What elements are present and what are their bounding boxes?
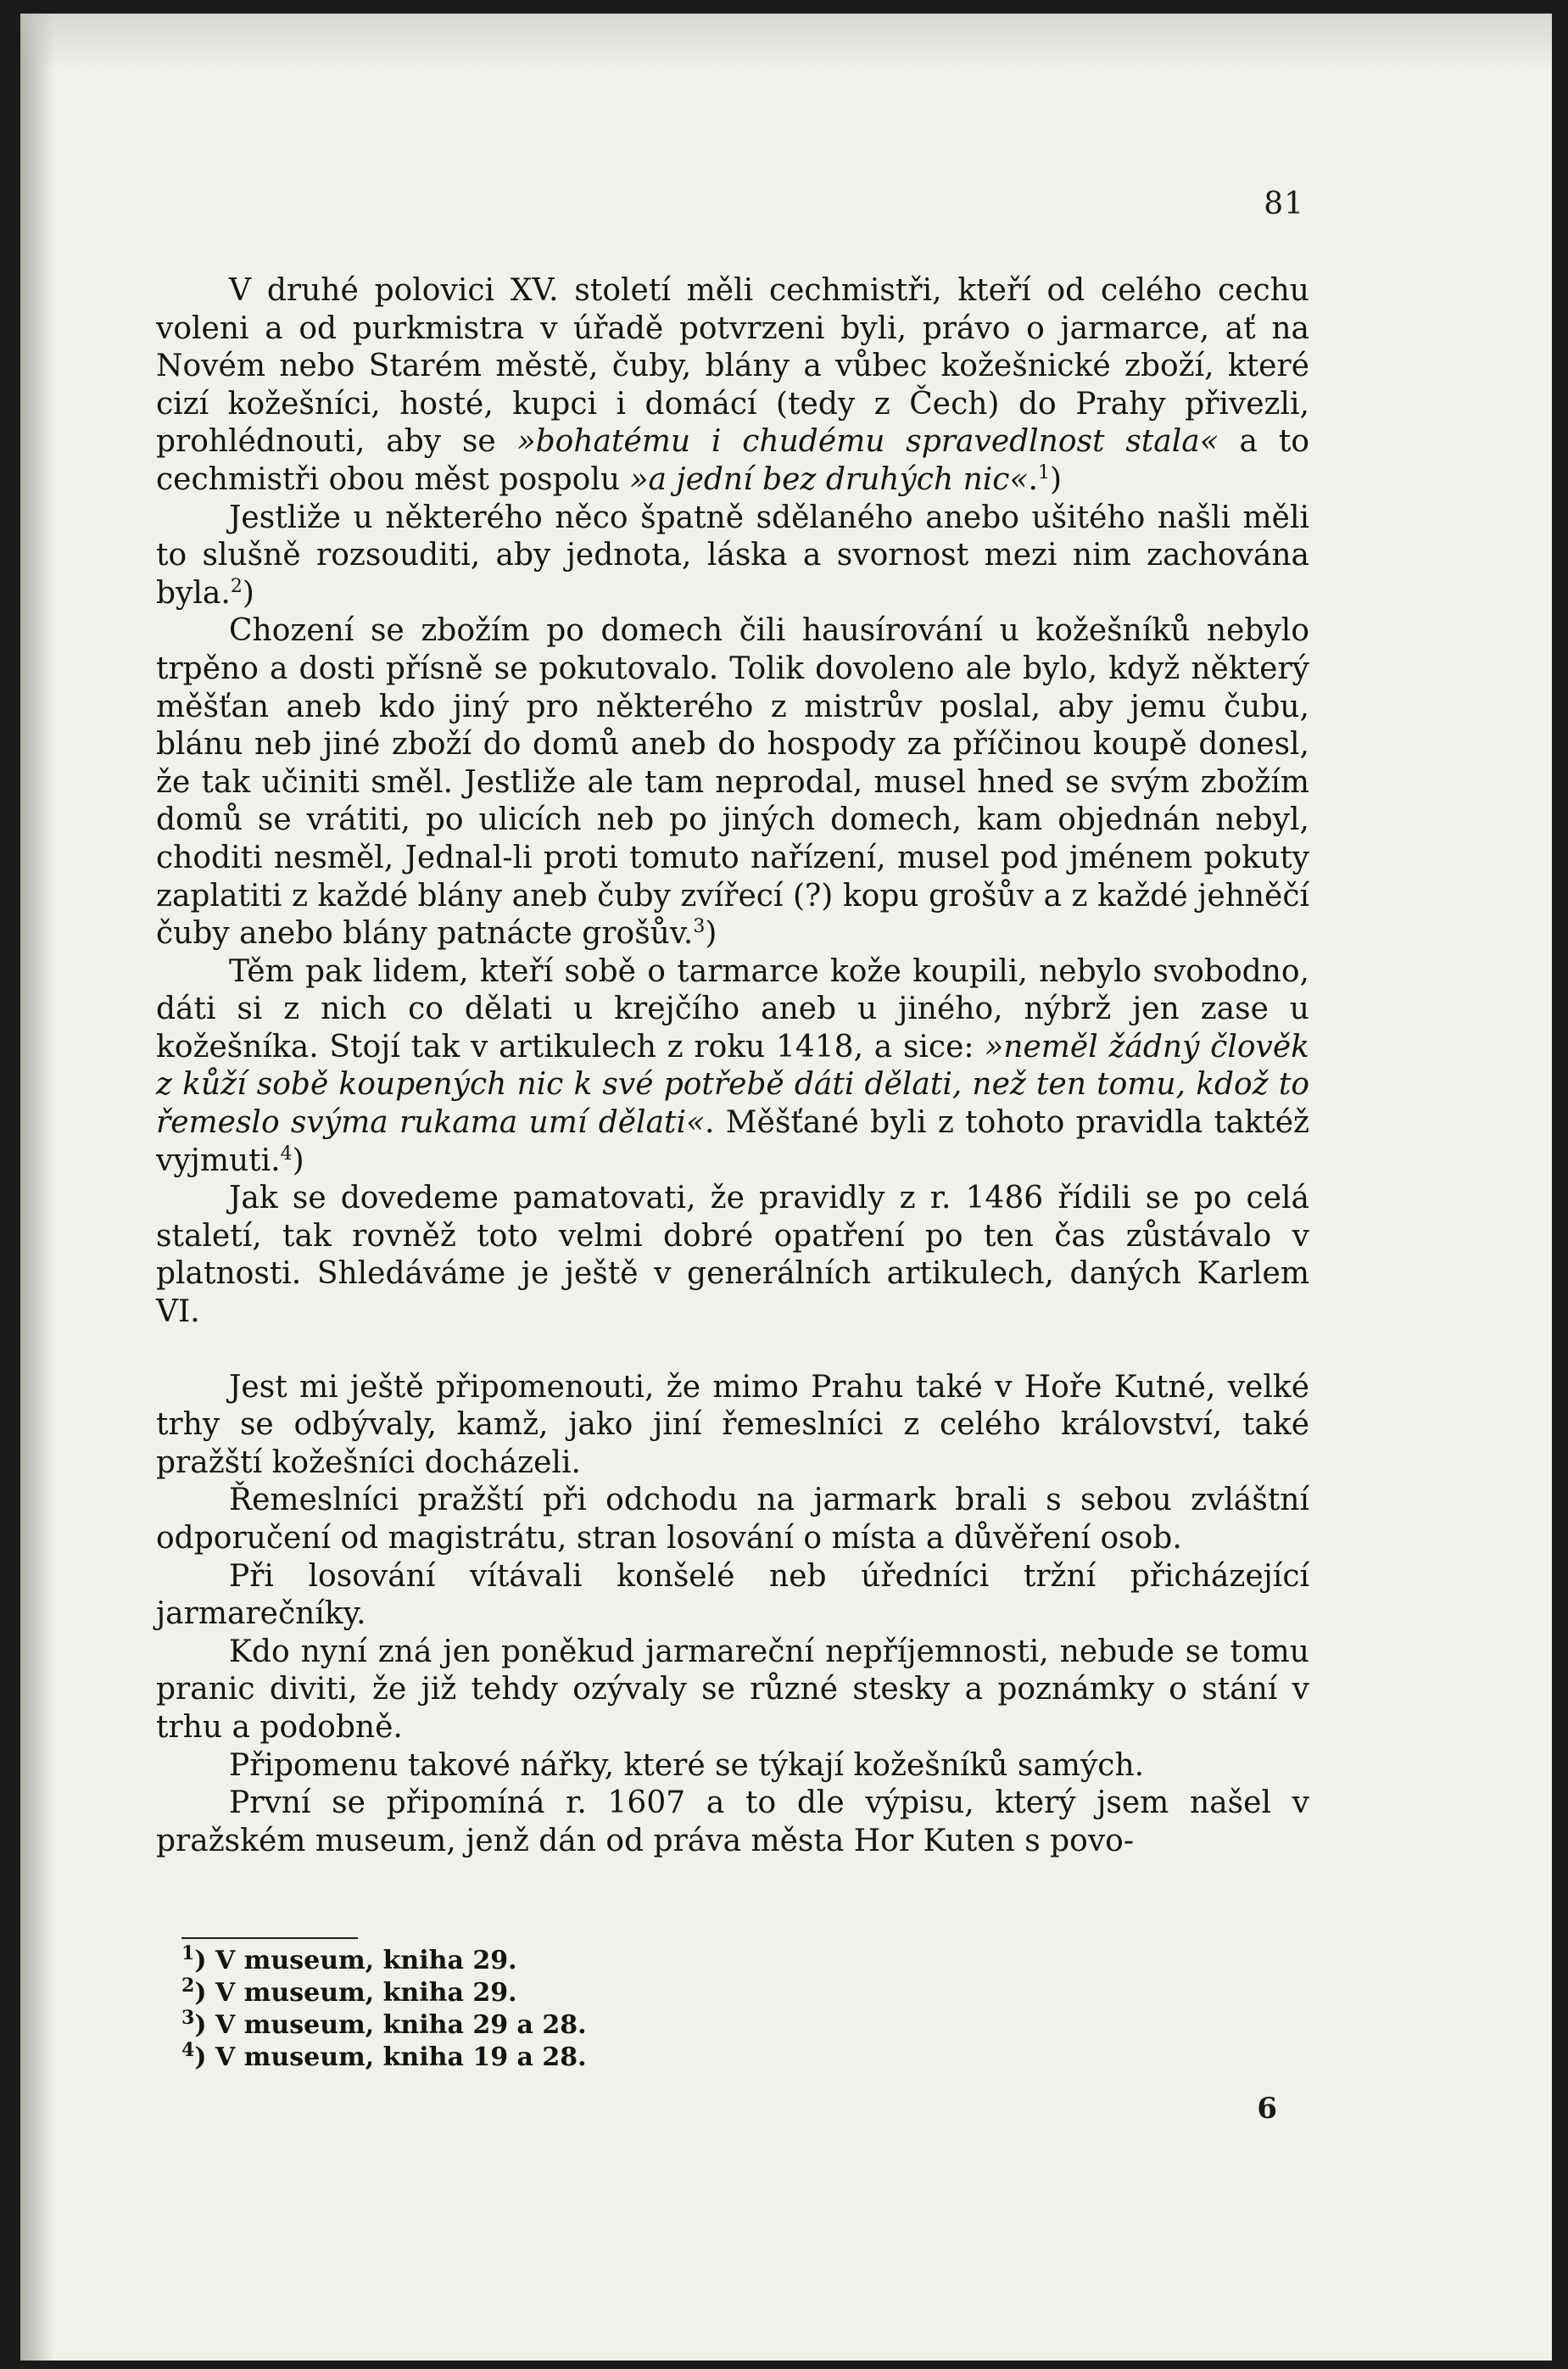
paragraph-text: ) [242, 575, 254, 611]
paragraph-text: . Měšťané byli z tohoto pravidla taktéž vyjmuti. [156, 1105, 1309, 1178]
footnotes [181, 1942, 587, 2074]
paragraph-text: Při losování vítávali konšelé neb úředníci tržní přicházející jarmarečníky. [156, 1558, 1309, 1632]
page-edge-shadow [20, 14, 54, 2361]
footnote-mark: 4 [181, 2039, 195, 2061]
footnote-paren: ) [194, 2010, 215, 2040]
paragraph [156, 953, 1309, 1181]
paragraph [156, 1369, 1309, 1483]
footnote [181, 1977, 587, 2009]
footnote-reference: 1 [1037, 461, 1050, 483]
paragraph-text: ) [1049, 461, 1062, 497]
paragraph [156, 1634, 1309, 1747]
footnote-paren: ) [194, 1946, 215, 1975]
footnote-paren: ) [194, 2042, 215, 2072]
footnote-mark: 1 [181, 1942, 195, 1964]
footnote-reference: 4 [280, 1143, 293, 1165]
footnote-mark: 2 [181, 1975, 195, 1997]
paragraph-text: Jak se dovedeme pamatovati, že pravidly z r. 1486 řídili se po celá staletí, tak rovněž toto velmi dobré opatření po ten čas zůstávalo v platnosti. Shledáváme je ještě v generálních artikulech, daných Karlem VI. [156, 1181, 1309, 1330]
paragraph-text: Jestliže u některého něco špatně sdělaného anebo ušitého našli měli to slušně rozsouditi, aby jednota, láska a svornost mezi nim zachována byla. [156, 500, 1309, 611]
paragraph-text: V druhé polovici XV. století měli cechmistři, kteří od celého cechu voleni a od purkmistra v úřadě potvrzeni byli, právo o jarmarce, ať na Novém nebo Starém městě, čuby, blány a vůbec kožešnické zboží, které cizí kožešníci, hosté, kupci i domácí (tedy z Čech) do Prahy přivezli, prohlédnouti, aby se [156, 273, 1309, 460]
page-top-shadow [20, 14, 1552, 73]
paragraph-text: Chození se zbožím po domech čili hausírování u kožešníků nebylo trpěno a dosti přísně se pokutovalo. Tolik dovoleno ale bylo, když některý měšťan aneb kdo jiný pro některého z mistrův poslal, aby jemu čubu, blánu neb jiné zboží do domů aneb do hospody za příčinou koupě donesl, že tak učiniti směl. Jestliže ale tam neprodal, musel hned se svým zbožím domů se vrátiti, po ulicích neb po jiných domech, kam objednán nebyl, choditi nesměl, Jednal-li proti tomuto nařízení, musel pod jménem pokuty zaplatiti z každé blány aneb čuby zvířecí (?) kopu grošův a z každé jehněčí čuby anebo blány patnácte grošův. [156, 613, 1309, 952]
paragraph [156, 272, 1309, 500]
footnote-paren: ) [194, 1978, 215, 2008]
quoted-italic-text: »bohatému i chudému spravedlnost stala« [516, 424, 1219, 460]
paragraph-text: Jest mi ještě připomenouti, že mimo Prahu také v Hoře Kutné, velké trhy se odbývaly, kamž, jako jiní řemeslníci z celého království, také pražští kožešníci docházeli. [156, 1369, 1309, 1480]
paragraph-text: ) [292, 1143, 304, 1178]
footnote-text: V museum, kniha 19 a 28. [215, 2042, 587, 2072]
paragraph-text: ) [705, 916, 717, 952]
paragraph [156, 1747, 1309, 1785]
footnote [181, 2039, 587, 2074]
footnote-text: V museum, kniha 29. [215, 1946, 517, 1975]
paragraph [156, 1785, 1309, 1860]
paragraph-text: Těm pak lidem, kteří sobě o tarmarce kože koupili, nebylo svobodno, dáti si z nich co dělati u krejčího aneb u jiného, nýbrž jen zase u kožešníka. Stojí tak v artikulech z roku 1418, a sice: [156, 953, 1309, 1064]
footnote-reference: 3 [693, 916, 706, 938]
footnote [181, 1942, 587, 1977]
paragraph-text: Připomenu takové nářky, které se týkají kožešníků samých. [229, 1747, 1145, 1783]
book-page [20, 14, 1552, 2361]
footnote [181, 2009, 587, 2042]
quoted-italic-text: »neměl žádný člověk z kůží sobě koupených nic k své potřebě dáti dělati, než ten tomu, kdož to řemeslo svýma rukama umí dělati« [156, 1029, 1309, 1141]
paragraph [156, 500, 1309, 613]
paragraph-text: Řemeslníci pražští při odchodu na jarmark brali s sebou zvláštní odporučení od magistrátu, stran losování o místa a důvěření osob. [156, 1483, 1309, 1556]
quoted-italic-text: »a jední bez druhých nic« [629, 461, 1029, 497]
paragraph [156, 1180, 1309, 1331]
printer-signature-mark: 6 [1257, 2092, 1277, 2126]
footnote-separator [181, 1937, 358, 1939]
paragraph [156, 1558, 1309, 1634]
paragraph-text: Kdo nyní zná jen poněkud jarmareční nepříjemnosti, nebude se tomu pranic diviti, že již tehdy ozývaly se různé stesky a poznámky o stání v trhu a podobně. [156, 1634, 1309, 1745]
footnote-text: V museum, kniha 29. [215, 1978, 517, 2008]
paragraph-text: . [1028, 461, 1038, 497]
body-text [156, 272, 1309, 1860]
footnote-reference: 2 [230, 575, 243, 597]
paragraph-text: První se připomíná r. 1607 a to dle výpisu, který jsem našel v pražském museum, jenž dán od práva města Hor Kuten s povo- [156, 1785, 1309, 1858]
paragraph-text: a to cechmistři obou měst pospolu [156, 424, 1309, 497]
footnote-mark: 3 [181, 2007, 195, 2029]
page-number: 81 [1264, 187, 1304, 221]
paragraph [156, 1482, 1309, 1557]
paragraph [156, 612, 1309, 953]
footnote-text: V museum, kniha 29 a 28. [215, 2010, 587, 2040]
